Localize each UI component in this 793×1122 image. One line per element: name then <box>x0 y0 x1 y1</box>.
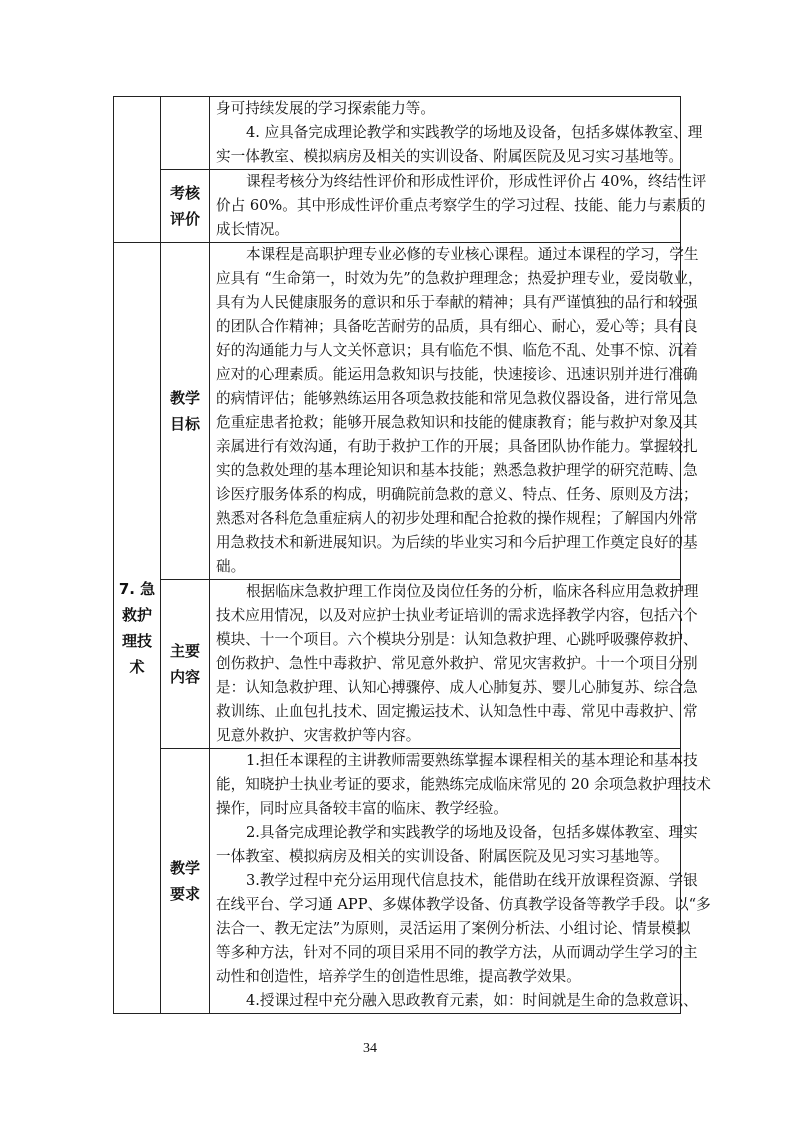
section-content-teaching-requirements <box>210 749 711 1014</box>
paragraph <box>216 821 698 869</box>
text-line: 4.授课过程中充分融入思政教育元素，如：时间就是生命的急救意识、 <box>246 992 698 1009</box>
course-cell-previous <box>114 97 161 243</box>
section-label-main-content <box>161 580 210 749</box>
text-line: 实的急救处理的基本理论知识和基本技能；熟悉急救护理学的研究范畴、急 <box>216 462 698 479</box>
paragraph <box>216 580 699 748</box>
row-continued-requirements <box>114 97 681 170</box>
section-content-assessment <box>210 170 707 243</box>
course-label-line: 救护 <box>121 606 152 624</box>
text-line: 是：认知急救护理、认知心搏骤停、成人心肺复苏、婴儿心肺复苏、综合急 <box>216 679 698 696</box>
section-label-continued-requirements <box>161 97 210 170</box>
text-line: 用急救技术和新进展知识。为后续的毕业实习和今后护理工作奠定良好的基 <box>216 534 698 551</box>
text-line: 亲属进行有效沟通，有助于救护工作的开展；具备团队协作能力。掌握较扎 <box>216 438 698 455</box>
text-line: 动性和创造性，培养学生的创造性思维，提高教学效果。 <box>216 968 581 985</box>
section-label-teaching-requirements <box>161 749 210 1014</box>
paragraph <box>216 121 703 169</box>
paragraph <box>216 170 707 242</box>
paragraph <box>216 243 703 579</box>
row-teaching-requirements <box>114 749 681 1014</box>
text-line: 操作，同时应具备较丰富的临床、教学经验。 <box>216 800 508 817</box>
text-line: 模块、十一个项目。六个模块分别是：认知急救护理、心跳呼吸骤停救护、 <box>216 631 698 648</box>
text-line: 本课程是高职护理专业必修的专业核心课程。通过本课程的学习，学生 <box>246 246 699 263</box>
text-line: 救训练、止血包扎技术、固定搬运技术、认知急性中毒、常见中毒救护、常 <box>216 703 698 720</box>
section-content-continued-requirements <box>210 97 703 170</box>
section-label-teaching-objectives <box>161 243 210 580</box>
text-line: 危重症患者抢救；能够开展急救知识和技能的健康教育；能与救护对象及其 <box>216 414 698 431</box>
row-assessment <box>114 170 681 243</box>
course-label-line: 7. 急 <box>118 580 156 598</box>
text-line: 能，知晓护士执业考证的要求，能熟练完成临床常见的 20 余项急救护理技术 <box>216 776 711 793</box>
text-line: 在线平台、学习通 APP、多媒体教学设备、仿真教学设备等教学手段。以“多 <box>216 896 711 913</box>
paragraph <box>216 749 711 821</box>
text-line: 具有为人民健康服务的意识和乐于奉献的精神；具有严谨慎独的品行和较强 <box>216 294 698 311</box>
section-content-main-content <box>210 580 699 749</box>
section-label-line: 评价 <box>169 210 200 228</box>
text-line: 成长情况。 <box>216 221 289 238</box>
text-line: 一体教室、模拟病房及相关的实训设备、附属医院及见习实习基地等。 <box>216 848 669 865</box>
text-line: 技术应用情况，以及对应护士执业考证培训的需求选择教学内容，包括六个 <box>216 607 698 624</box>
paragraph <box>216 989 698 1013</box>
text-line: 价占 60%。其中形成性评价重点考察学生的学习过程、技能、能力与素质的 <box>216 197 706 214</box>
section-content-teaching-objectives <box>210 243 703 580</box>
text-line: 2.具备完成理论教学和实践教学的场地及设备，包括多媒体教室、理实 <box>246 824 698 841</box>
row-teaching-objectives <box>114 243 681 580</box>
text-line: 实一体教室、模拟病房及相关的实训设备、附属医院及见习实习基地等。 <box>216 148 684 165</box>
section-label-line: 教学 <box>169 859 200 877</box>
paragraph <box>216 869 711 989</box>
course-table <box>113 96 711 1014</box>
text-line: 础。 <box>216 558 246 575</box>
section-label-line: 考核 <box>169 184 200 202</box>
text-line: 诊医疗服务体系的构成，明确院前急救的意义、特点、任务、原则及方法； <box>216 486 698 503</box>
text-line: 见意外救护、灾害救护等内容。 <box>216 727 421 744</box>
text-line: 等多种方法，针对不同的项目采用不同的教学方法，从而调动学生学习的主 <box>216 944 698 961</box>
text-line: 好的沟通能力与人文关怀意识；具有临危不惧、临危不乱、处事不惊、沉着 <box>216 342 698 359</box>
row-main-content <box>114 580 681 749</box>
text-line: 身可持续发展的学习探索能力等。 <box>216 100 435 117</box>
paragraph <box>216 97 676 121</box>
text-line: 根据临床急救护理工作岗位及岗位任务的分析，临床各科应用急救护理 <box>246 583 699 600</box>
text-line: 应具有 “生命第一，时效为先”的急救护理理念；热爱护理专业，爱岗敬业， <box>216 270 703 287</box>
text-line: 的团队合作精神；具备吃苦耐劳的品质，具有细心、耐心，爱心等；具有良 <box>216 318 698 335</box>
section-label-line: 主要 <box>169 642 200 660</box>
text-line: 法合一、教无定法”为原则，灵活运用了案例分析法、小组讨论、情景模拟 <box>216 920 691 937</box>
section-label-line: 教学 <box>169 389 200 407</box>
text-line: 4. 应具备完成理论教学和实践教学的场地及设备，包括多媒体教室、理 <box>246 124 703 141</box>
text-line: 的病情评估；能够熟练运用各项急救技能和常见急救仪器设备，进行常见急 <box>216 390 698 407</box>
page-number: 34 <box>363 1041 377 1056</box>
text-line: 应对的心理素质。能运用急救知识与技能，快速接诊、迅速识别并进行准确 <box>216 366 698 383</box>
text-line: 熟悉对各科危急重症病人的初步处理和配合抢救的操作规程；了解国内外常 <box>216 510 698 527</box>
text-line: 1.担任本课程的主讲教师需要熟练掌握本课程相关的基本理论和基本技 <box>246 752 698 769</box>
course-label-line: 术 <box>129 658 145 676</box>
text-line: 创伤救护、急性中毒救护、常见意外救护、常见灾害救护。十一个项目分别 <box>216 655 698 672</box>
section-label-line: 目标 <box>169 415 200 433</box>
section-label-line: 内容 <box>169 668 200 686</box>
text-line: 课程考核分为终结性评价和形成性评价，形成性评价占 40%，终结性评 <box>246 173 707 190</box>
section-label-line: 要求 <box>169 885 200 903</box>
course-cell-emergency-nursing <box>114 243 161 1014</box>
text-line: 3.教学过程中充分运用现代信息技术，能借助在线开放课程资源、学银 <box>246 872 698 889</box>
course-label-line: 理技 <box>121 632 152 650</box>
section-label-assessment <box>161 170 210 243</box>
